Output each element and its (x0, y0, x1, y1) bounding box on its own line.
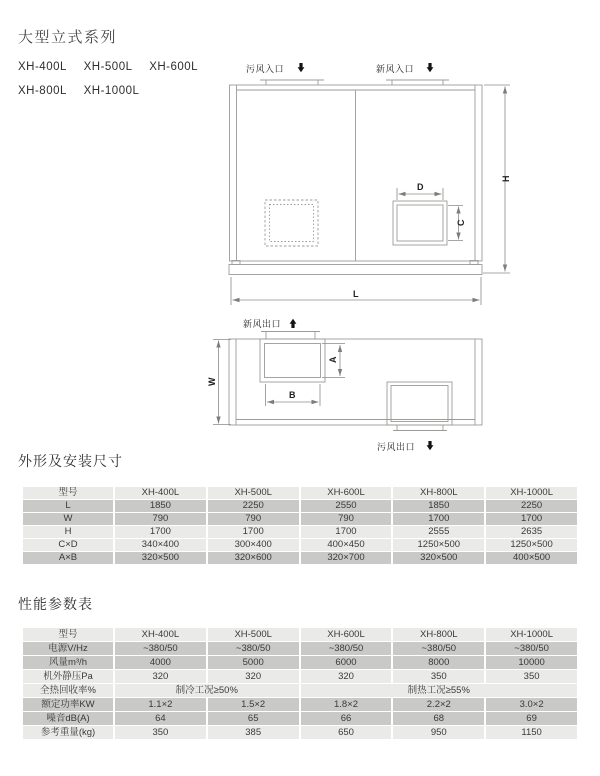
dirty-air-inlet-label: 污风入口 (246, 64, 285, 74)
value-cell: 1150 (486, 726, 577, 739)
column-header-cell: XH-500L (208, 487, 299, 499)
value-cell: 66 (301, 712, 392, 725)
value-cell: 1.1×2 (115, 698, 206, 711)
row-label-cell: 电源V/Hz (23, 642, 113, 655)
bottom-opening-inner (391, 386, 448, 422)
table-row (23, 526, 577, 538)
row-label-cell: W (23, 513, 113, 525)
value-cell: 2250 (208, 500, 299, 512)
value-cell: 320 (115, 670, 206, 683)
front-opening-inner (397, 205, 443, 241)
value-cell: 2555 (393, 526, 484, 538)
value-cell: 1700 (486, 513, 577, 525)
value-cell: 400×500 (486, 552, 577, 564)
value-cell: 2635 (486, 526, 577, 538)
table-row (23, 684, 577, 697)
row-label-cell: C×D (23, 539, 113, 551)
fresh-air-outlet-label: 新风出口 (243, 319, 282, 329)
table-row (23, 552, 577, 564)
value-cell: 1.5×2 (208, 698, 299, 711)
value-cell: 10000 (486, 656, 577, 669)
value-cell: 2250 (486, 500, 577, 512)
value-cell: 8000 (393, 656, 484, 669)
value-cell: ~380/50 (486, 642, 577, 655)
value-cell: 1.8×2 (301, 698, 392, 711)
dim-b-label: B (289, 390, 296, 400)
bottom-opening-outer (387, 382, 452, 425)
top-opening-outer (260, 339, 325, 382)
table-row (23, 500, 577, 512)
dim-w-label: W (207, 377, 217, 386)
row-label-cell: 机外静压Pa (23, 670, 113, 683)
dim-l-label: L (353, 289, 359, 299)
value-cell: ~380/50 (115, 642, 206, 655)
column-header-cell: XH-800L (393, 487, 484, 499)
value-cell: ~380/50 (301, 642, 392, 655)
table-row (23, 712, 577, 725)
column-header-cell: XH-600L (301, 487, 392, 499)
value-cell: 1850 (393, 500, 484, 512)
column-header-cell: XH-400L (115, 628, 206, 641)
value-cell: 1700 (115, 526, 206, 538)
base-plinth (229, 265, 482, 275)
value-cell: 790 (115, 513, 206, 525)
value-cell: 950 (393, 726, 484, 739)
value-cell: 1250×500 (486, 539, 577, 551)
dirty-outlet-flange (393, 425, 447, 431)
value-cell: 320×500 (115, 552, 206, 564)
value-cell: 69 (486, 712, 577, 725)
value-cell: 64 (115, 712, 206, 725)
column-header-cell: 型号 (23, 628, 113, 641)
value-cell: 6000 (301, 656, 392, 669)
dirty-inlet-flange (260, 80, 324, 85)
row-label-cell: A×B (23, 552, 113, 564)
fresh-outlet-flange (261, 332, 320, 340)
column-header-cell: 型号 (23, 487, 113, 499)
merged-condition-cell: 制热工况≥55% (301, 684, 577, 697)
value-cell: 790 (208, 513, 299, 525)
model-name: XH-400L (18, 61, 67, 73)
table-row (23, 698, 577, 711)
front-view (229, 80, 482, 275)
table-row (23, 726, 577, 739)
fresh-air-inlet-label: 新风入口 (376, 64, 415, 74)
table-row (23, 513, 577, 525)
dim-c-label: C (456, 219, 466, 226)
table-row (23, 656, 577, 669)
down-arrow-icon (427, 441, 434, 450)
access-panel-dashed (265, 200, 318, 246)
value-cell: 650 (301, 726, 392, 739)
table-header-row (23, 487, 577, 499)
page-title: 大型立式系列 (18, 29, 118, 46)
value-cell: 2.2×2 (393, 698, 484, 711)
column-header-cell: XH-500L (208, 628, 299, 641)
performance-table-container (21, 627, 579, 740)
value-cell: 68 (393, 712, 484, 725)
column-header-cell: XH-1000L (486, 487, 577, 499)
table-row (23, 642, 577, 655)
fresh-inlet-flange (386, 80, 449, 85)
value-cell: 350 (115, 726, 206, 739)
row-label-cell: H (23, 526, 113, 538)
value-cell: 65 (208, 712, 299, 725)
down-arrow-icon (427, 63, 434, 72)
value-cell: 320×700 (301, 552, 392, 564)
dimensions-table (21, 486, 579, 565)
table-header-row (23, 628, 577, 641)
dim-a-label: A (328, 356, 338, 363)
front-dimensions (231, 85, 510, 305)
dim-h-label: H (501, 175, 511, 182)
row-label-cell: 额定功率KW (23, 698, 113, 711)
top-opening-inner (265, 344, 321, 378)
merged-condition-cell: 制冷工况≥50% (115, 684, 299, 697)
row-label-cell: 参考重量(kg) (23, 726, 113, 739)
value-cell: 2550 (301, 500, 392, 512)
value-cell: 1850 (115, 500, 206, 512)
column-header-cell: XH-400L (115, 487, 206, 499)
value-cell: 1700 (393, 513, 484, 525)
model-name: XH-500L (83, 61, 133, 73)
up-arrow-icon (290, 319, 297, 328)
value-cell: 1700 (301, 526, 392, 538)
row-label-cell: 噪音dB(A) (23, 712, 113, 725)
down-arrow-icon (298, 63, 305, 72)
value-cell: 400×450 (301, 539, 392, 551)
value-cell: 3.0×2 (486, 698, 577, 711)
section-title-performance: 性能参数表 (18, 596, 93, 612)
dimensions-table-container (21, 486, 579, 565)
dim-d-label: D (417, 182, 424, 192)
value-cell: 350 (393, 670, 484, 683)
value-cell: 1700 (208, 526, 299, 538)
value-cell: ~380/50 (393, 642, 484, 655)
table-row (23, 670, 577, 683)
table-row (23, 539, 577, 551)
value-cell: 320×500 (393, 552, 484, 564)
value-cell: 385 (208, 726, 299, 739)
row-label-cell: L (23, 500, 113, 512)
column-header-cell: XH-1000L (486, 628, 577, 641)
model-name: XH-1000L (83, 85, 140, 97)
value-cell: ~380/50 (208, 642, 299, 655)
section-title-dimensions: 外形及安装尺寸 (18, 453, 123, 469)
value-cell: 350 (486, 670, 577, 683)
column-header-cell: XH-800L (393, 628, 484, 641)
front-opening-outer (393, 201, 447, 245)
value-cell: 340×400 (115, 539, 206, 551)
value-cell: 790 (301, 513, 392, 525)
value-cell: 300×400 (208, 539, 299, 551)
value-cell: 320 (208, 670, 299, 683)
value-cell: 1250×500 (393, 539, 484, 551)
model-name: XH-800L (18, 85, 67, 97)
value-cell: 320 (301, 670, 392, 683)
dirty-air-outlet-label: 污风出口 (377, 442, 416, 452)
top-view (229, 332, 482, 431)
model-name: XH-600L (149, 61, 199, 73)
value-cell: 320×600 (208, 552, 299, 564)
value-cell: 5000 (208, 656, 299, 669)
performance-table (21, 627, 579, 740)
row-label-cell: 全热回收率% (23, 684, 113, 697)
value-cell: 4000 (115, 656, 206, 669)
column-header-cell: XH-600L (301, 628, 392, 641)
row-label-cell: 风量m³/h (23, 656, 113, 669)
